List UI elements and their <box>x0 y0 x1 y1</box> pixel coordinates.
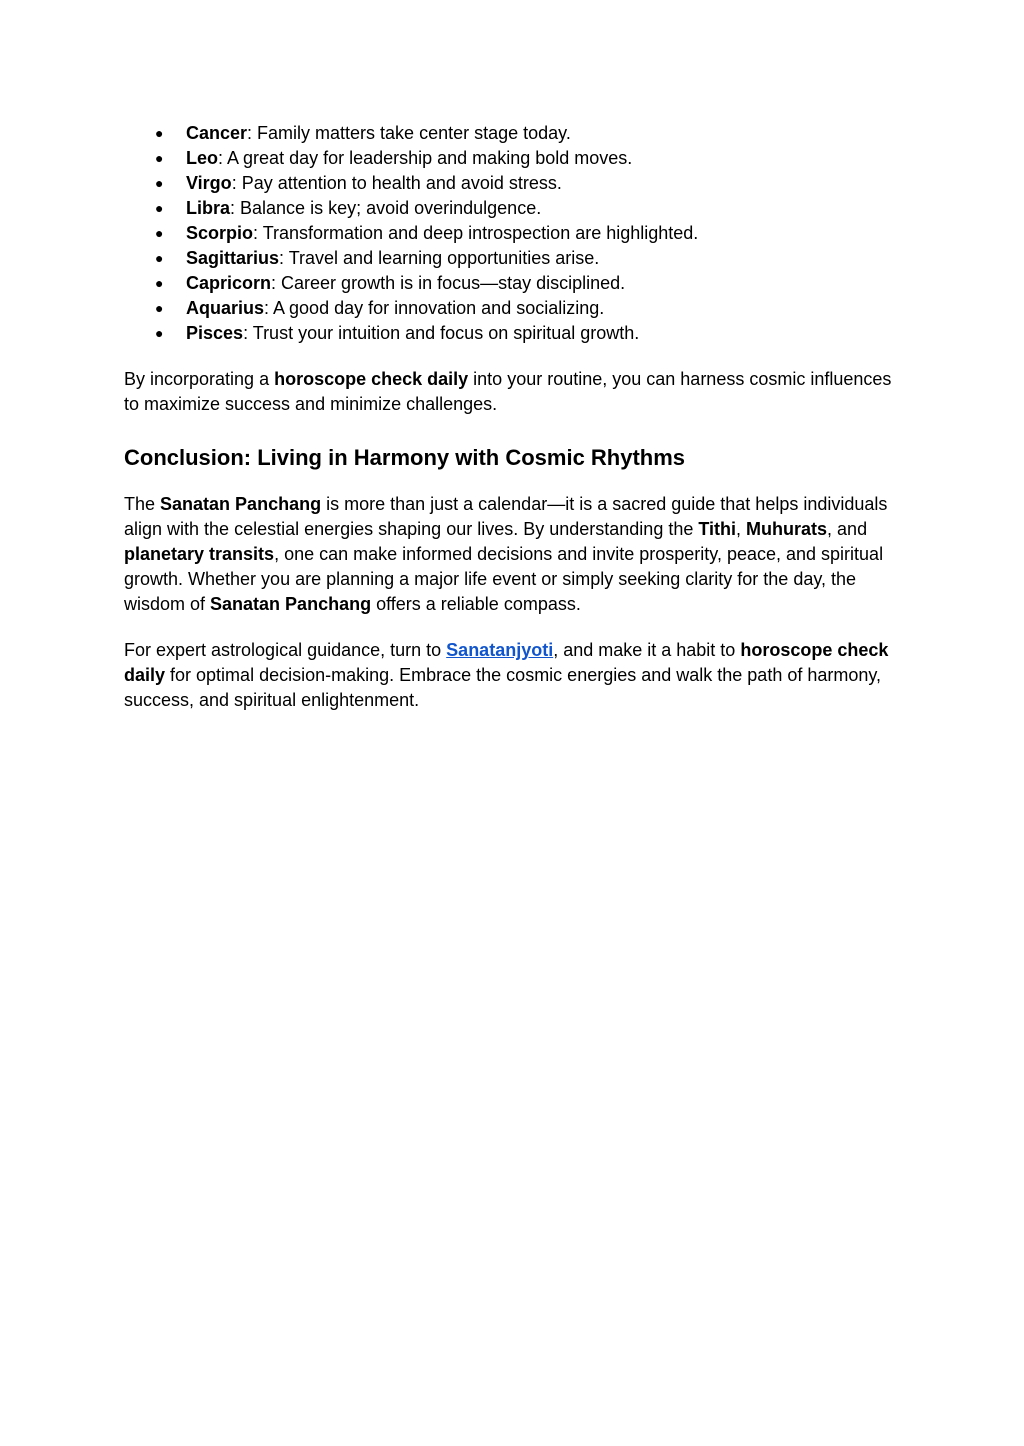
sign-forecast: : A great day for leadership and making bold moves. <box>218 148 633 168</box>
zodiac-forecast-list <box>124 121 904 346</box>
list-item-sagittarius <box>124 246 904 271</box>
bold-text: Sanatan Panchang <box>210 594 372 614</box>
list-item-pisces <box>124 321 904 346</box>
sign-name: Cancer <box>186 123 248 143</box>
text-run: By incorporating a <box>124 369 275 389</box>
sign-name: Libra <box>186 198 231 218</box>
text-run: The <box>124 494 161 514</box>
list-item-aquarius <box>124 296 904 321</box>
sign-forecast: : Pay attention to health and avoid stress. <box>231 173 562 193</box>
list-item-virgo <box>124 171 904 196</box>
bold-text: horoscope check daily <box>124 640 889 685</box>
horoscope-routine-paragraph <box>124 367 904 417</box>
sanatanjyoti-link[interactable]: Sanatanjyoti <box>446 640 554 660</box>
bullet-icon: ● <box>155 250 164 266</box>
text-run: , and <box>827 519 868 539</box>
bold-text: planetary transits <box>124 544 275 564</box>
bullet-icon: ● <box>155 200 164 216</box>
sign-forecast: : Trust your intuition and focus on spiritual growth. <box>243 323 640 343</box>
sign-forecast: : Balance is key; avoid overindulgence. <box>230 198 542 218</box>
bold-text: Tithi <box>698 519 737 539</box>
text-run: for optimal decision-making. Embrace the cosmic energies and walk the path of harmony, success, and spiritual enlightenment. <box>124 665 882 710</box>
conclusion-heading: Conclusion: Living in Harmony with Cosmic Rhythms <box>124 445 686 470</box>
text-run: For expert astrological guidance, turn to <box>124 640 447 660</box>
bullet-icon: ● <box>155 175 164 191</box>
sign-forecast: : Family matters take center stage today. <box>247 123 571 143</box>
sign-forecast: : Travel and learning opportunities arise. <box>279 248 600 268</box>
bullet-icon: ● <box>155 225 164 241</box>
bullet-icon: ● <box>155 300 164 316</box>
list-item-capricorn <box>124 271 904 296</box>
bullet-icon: ● <box>155 125 164 141</box>
sign-name: Virgo <box>186 173 232 193</box>
sign-forecast: : A good day for innovation and socializing. <box>264 298 605 318</box>
text-run: , <box>736 519 747 539</box>
document-page <box>124 121 904 713</box>
sign-name: Capricorn <box>186 273 272 293</box>
sign-name: Scorpio <box>186 223 254 243</box>
sign-forecast: : Career growth is in focus—stay disciplined. <box>271 273 626 293</box>
sign-forecast: : Transformation and deep introspection are highlighted. <box>253 223 699 243</box>
list-item-leo <box>124 146 904 171</box>
guidance-paragraph <box>124 638 904 713</box>
list-item-cancer <box>124 121 904 146</box>
sign-name: Pisces <box>186 323 244 343</box>
bold-text: horoscope check daily <box>274 369 469 389</box>
bold-text: Muhurats <box>746 519 828 539</box>
list-item-scorpio <box>124 221 904 246</box>
bullet-icon: ● <box>155 325 164 341</box>
bullet-icon: ● <box>155 150 164 166</box>
text-run: , one can make informed decisions and invite prosperity, peace, and spiritual growth. Whether you are planning a major life event or simply seeking clarity for the day, the wisdom of <box>124 544 884 614</box>
text-run: is more than just a calendar—it is a sacred guide that helps individuals align with the celestial energies shaping our lives. By understanding the <box>124 494 888 539</box>
sign-name: Aquarius <box>186 298 265 318</box>
bullet-icon: ● <box>155 275 164 291</box>
list-item-libra <box>124 196 904 221</box>
text-run: , and make it a habit to <box>553 640 741 660</box>
sign-name: Sagittarius <box>186 248 280 268</box>
text-run: into your routine, you can harness cosmic influences to maximize success and minimize challenges. <box>124 369 892 414</box>
bold-text: Sanatan Panchang <box>160 494 322 514</box>
sign-name: Leo <box>186 148 219 168</box>
panchang-paragraph <box>124 492 904 617</box>
text-run: offers a reliable compass. <box>371 594 581 614</box>
